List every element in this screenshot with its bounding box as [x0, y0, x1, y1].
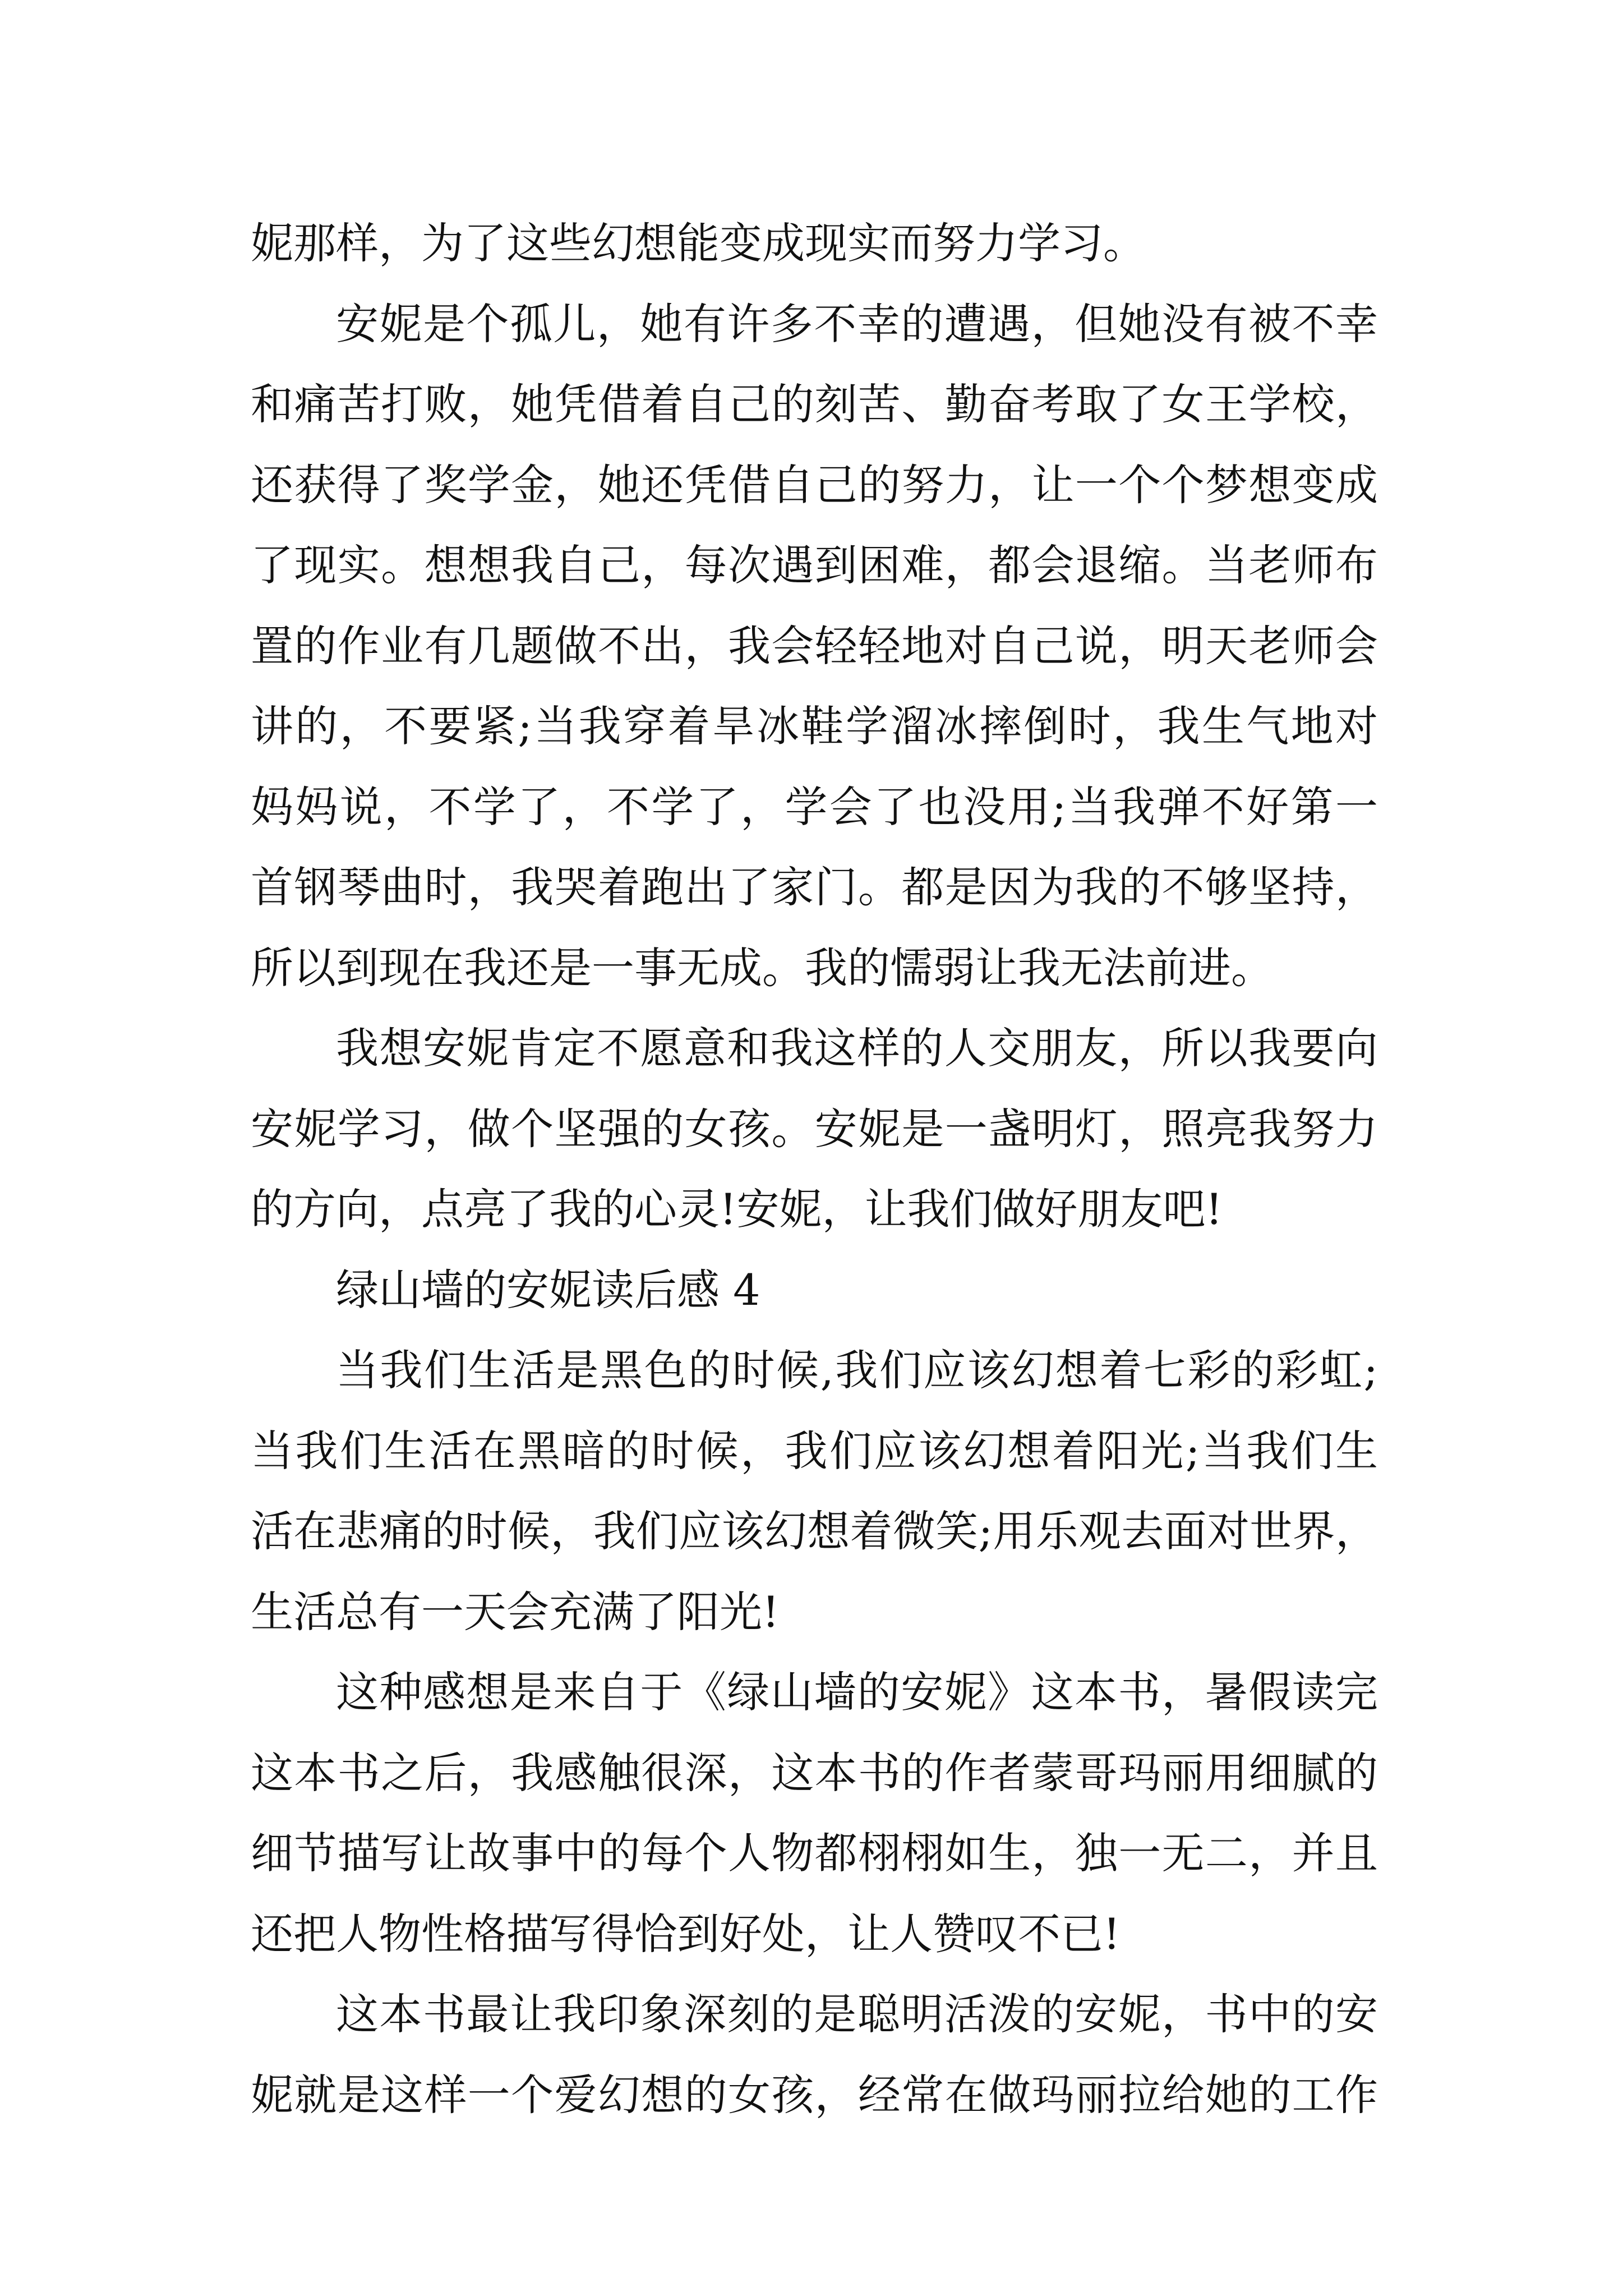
- document-body: [251, 203, 1378, 2135]
- text-line: 置的作业有几题做不出，我会轻轻地对自己说，明天老师会: [251, 620, 1378, 671]
- text-line: 这本书之后，我感触很深，这本书的作者蒙哥玛丽用细腻的: [251, 1747, 1378, 1798]
- text-line: 所以到现在我还是一事无成。我的懦弱让我无法前进。: [251, 942, 1274, 993]
- text-line: 还把人物性格描写得恰到好处，让人赞叹不已!: [251, 1908, 1121, 1959]
- text-line: 当我们生活是黑色的时候,我们应该幻想着七彩的彩虹;: [336, 1345, 1378, 1395]
- text-line: 的方向，点亮了我的心灵!安妮，让我们做好朋友吧!: [251, 1184, 1223, 1234]
- text-line: 这本书最让我印象深刻的是聪明活泼的安妮，书中的安: [336, 1989, 1378, 2039]
- text-line: 了现实。想想我自己，每次遇到困难，都会退缩。当老师布: [251, 540, 1378, 590]
- text-line: 妮就是这样一个爱幻想的女孩，经常在做玛丽拉给她的工作: [251, 2069, 1378, 2120]
- text-line: 当我们生活在黑暗的时候，我们应该幻想着阳光;当我们生: [251, 1425, 1378, 1476]
- text-line: 和痛苦打败，她凭借着自己的刻苦、勤奋考取了女王学校，: [251, 379, 1378, 429]
- text-line: 生活总有一天会充满了阳光!: [251, 1586, 780, 1637]
- text-line: 首钢琴曲时，我哭着跑出了家门。都是因为我的不够坚持，: [251, 862, 1378, 912]
- text-line: 活在悲痛的时候，我们应该幻想着微笑;用乐观去面对世界，: [251, 1506, 1378, 1556]
- text-line: 安妮是个孤儿，她有许多不幸的遭遇，但她没有被不幸: [336, 298, 1378, 349]
- text-line: 还获得了奖学金，她还凭借自己的努力，让一个个梦想变成: [251, 459, 1378, 510]
- section-heading: 绿山墙的安妮读后感 4: [336, 1264, 760, 1315]
- text-line: 讲的，不要紧;当我穿着旱冰鞋学溜冰摔倒时，我生气地对: [251, 701, 1378, 751]
- text-line: 妈妈说，不学了，不学了，学会了也没用;当我弹不好第一: [251, 781, 1378, 832]
- text-line: 我想安妮肯定不愿意和我这样的人交朋友，所以我要向: [336, 1023, 1378, 1073]
- text-line: 细节描写让故事中的每个人物都栩栩如生，独一无二，并且: [251, 1828, 1378, 1878]
- text-line: 这种感想是来自于《绿山墙的安妮》这本书，暑假读完: [336, 1667, 1378, 1717]
- text-line: 安妮学习，做个坚强的女孩。安妮是一盏明灯，照亮我努力: [251, 1103, 1378, 1154]
- text-line: 妮那样，为了这些幻想能变成现实而努力学习。: [251, 218, 1146, 268]
